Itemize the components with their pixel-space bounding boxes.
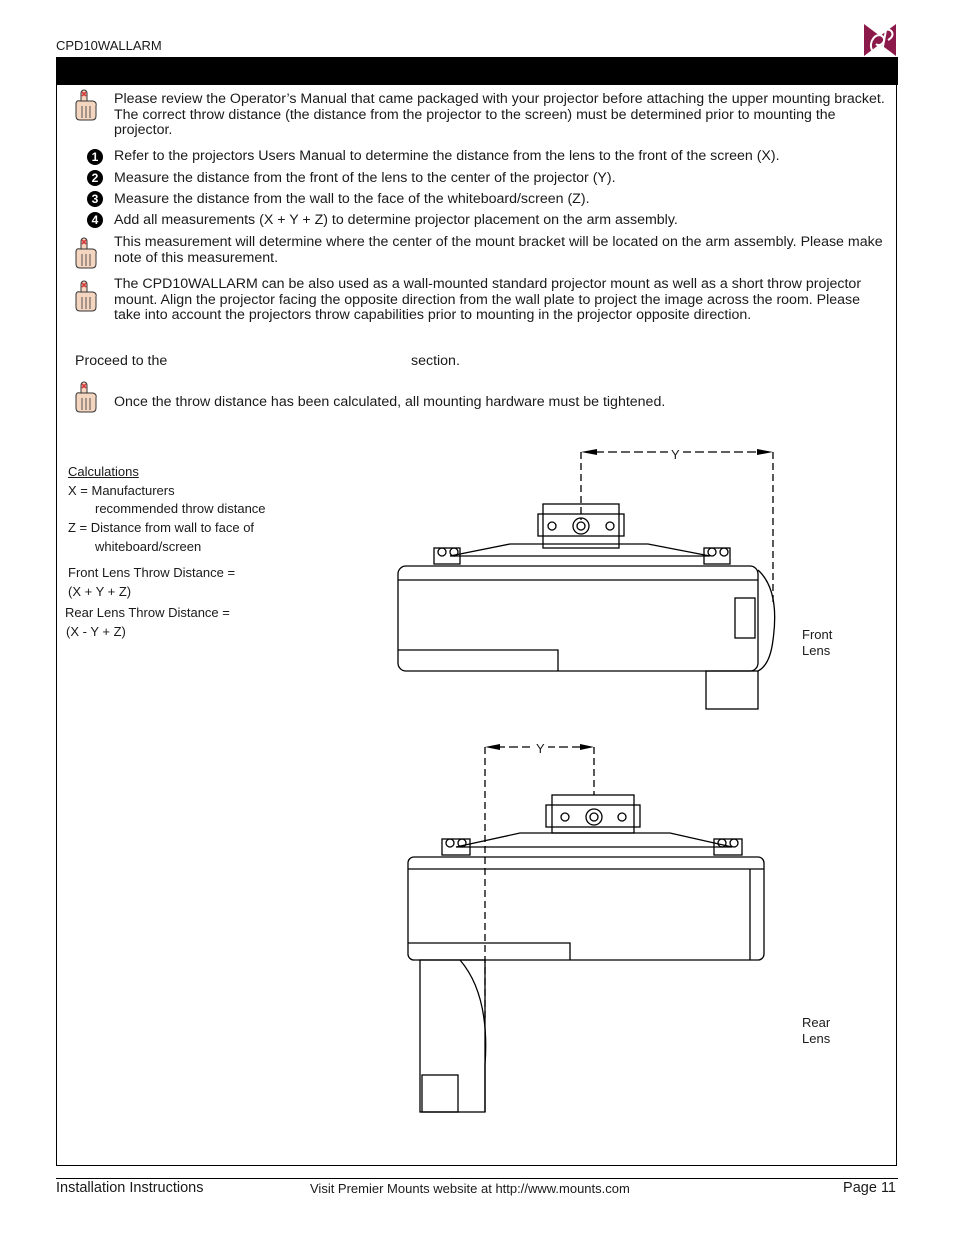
- z-definition-cont: whiteboard/screen: [95, 539, 202, 554]
- finger-note-icon: [73, 88, 99, 122]
- rear-lens-label-line1: Rear: [802, 1015, 831, 1030]
- step-number-3: 3: [87, 191, 103, 207]
- rear-lens-diagram: [400, 735, 780, 1120]
- front-lens-label-line1: Front: [802, 627, 833, 642]
- front-lens-label: Front Lens Throw Distance =: [68, 565, 236, 580]
- finger-note-icon: [73, 236, 99, 270]
- step-4-text: Add all measurements (X + Y + Z) to determine projector placement on the arm assembly.: [114, 212, 678, 228]
- footer-page-number: Page 11: [843, 1180, 896, 1196]
- step-number-4: 4: [87, 212, 103, 228]
- finger-note-icon: [73, 279, 99, 313]
- footer-rule: [56, 1178, 898, 1179]
- proceed-suffix: section.: [411, 353, 460, 369]
- rear-lens-formula: (X - Y + Z): [66, 624, 126, 639]
- x-definition-cont: recommended throw distance: [95, 501, 266, 516]
- step-number-2: 2: [87, 170, 103, 186]
- front-lens-diagram: [390, 440, 790, 720]
- model-name: CPD10WALLARM: [56, 38, 162, 53]
- rear-dimension-label: Y: [533, 739, 548, 758]
- x-definition: X = Manufacturers: [68, 483, 175, 498]
- rear-lens-label-line2: Lens: [802, 1031, 831, 1046]
- step-number-1: 1: [87, 149, 103, 165]
- rear-lens-label: Rear Lens Throw Distance =: [65, 605, 230, 620]
- footer-left: Installation Instructions: [56, 1180, 204, 1196]
- proceed-prefix: Proceed to the: [75, 353, 168, 369]
- step-2-text: Measure the distance from the front of the lens to the center of the projector (Y).: [114, 170, 616, 186]
- step-1-text: Refer to the projectors Users Manual to determine the distance from the lens to the front of the screen (X).: [114, 148, 780, 164]
- note-tighten-hardware: Once the throw distance has been calculated, all mounting hardware must be tightened.: [114, 394, 666, 410]
- front-dimension-label: Y: [668, 445, 683, 464]
- note-measurement: This measurement will determine where the center of the mount bracket will be located on the arm assembly. Please make note of this measurement.: [114, 234, 883, 266]
- finger-note-icon: [73, 380, 99, 414]
- note-review-manual: Please review the Operator’s Manual that came packaged with your projector before attaching the upper mounting bracket. The correct throw distance (the distance from the projector to the screen) must be determined prior to mounting the projector.: [114, 91, 885, 138]
- front-lens-label-line2: Lens: [802, 643, 831, 658]
- note-opposite-direction: The CPD10WALLARM can be also used as a wall-mounted standard projector mount as well as a short throw projector mount. Align the projector facing the opposite direction from the wall plate to project the image across the room. Please take into account the projectors throw capabilities prior to mounting in the projector opposite direction.: [114, 276, 862, 323]
- premier-mounts-logo-icon: [862, 22, 900, 58]
- z-definition: Z = Distance from wall to face of: [68, 520, 255, 535]
- header-bar: [56, 57, 898, 85]
- footer-website: Visit Premier Mounts website at http://www.mounts.com: [310, 1181, 630, 1196]
- front-lens-formula: (X + Y + Z): [68, 584, 132, 599]
- step-3-text: Measure the distance from the wall to the face of the whiteboard/screen (Z).: [114, 191, 590, 207]
- calculations-heading: Calculations: [68, 464, 139, 479]
